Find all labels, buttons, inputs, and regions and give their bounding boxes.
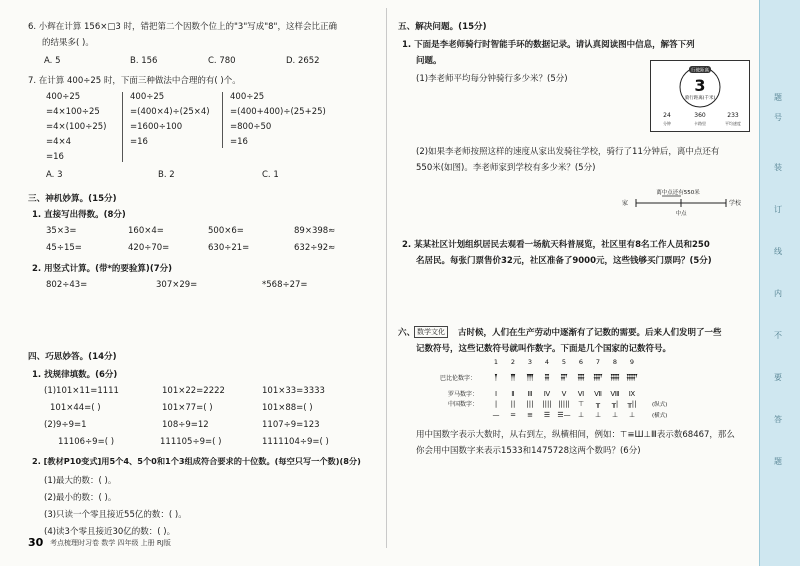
q6-option-d[interactable]: D. 2652 — [286, 56, 320, 66]
oral-2: 160×4= — [128, 226, 164, 236]
section5-q2-line2: 名居民。每张门票售价32元，社区准备了9000元，这些钱够买门票吗？(5分) — [416, 256, 712, 266]
q7-option-b[interactable]: B. 2 — [158, 170, 175, 180]
q7-col1-l2: =4×(100÷25) — [46, 122, 107, 132]
band-stat-label-3: 平均速度 — [725, 121, 741, 126]
numeral-header-3: 3 — [527, 358, 533, 366]
pattern-1-blank-1[interactable]: 101×44=( ) — [50, 403, 101, 413]
pattern-1-blank-3[interactable]: 101×88=( ) — [262, 403, 313, 413]
numeral-header-9: 9 — [629, 358, 635, 366]
section5-q1b-line2: 550米(如图)。李老师家到学校有多少米？(5分) — [416, 163, 596, 173]
pattern-2-blank-2[interactable]: 111105÷9=( ) — [160, 437, 222, 447]
band-stat-label-2: 卡路里 — [694, 121, 706, 126]
section5-q1-line2: 问题。 — [416, 56, 442, 66]
band-char-2: 号 — [774, 113, 782, 122]
band-big-number: 3 — [694, 76, 706, 95]
band-char-9: 答 — [774, 415, 782, 424]
babylon-row-label: 巴比伦数字： — [440, 375, 477, 382]
chinese-horizontal-numeral-8: ⊥ — [611, 411, 619, 419]
chinese-vertical-numeral-9: ╥|| — [627, 400, 637, 408]
babylon-numeral-2: 𒐖 — [510, 374, 516, 382]
route-distance-label: 离中点还有550米 — [656, 190, 700, 196]
roman-numerals-row — [495, 390, 636, 398]
section5-q2-line1: 2. 某某社区计划组织居民去观看一场航天科普展览，社区里有8名工作人员和250 — [402, 240, 710, 250]
numeral-table — [440, 356, 680, 422]
section4-title: 四、巧思妙答。(14分) — [28, 352, 117, 362]
q7-col2-l2: =1600÷100 — [130, 122, 183, 132]
route-school-label: 学校 — [729, 200, 742, 207]
section6-tag: 数学文化 — [414, 326, 448, 338]
q7-col3-l3: =16 — [230, 137, 248, 147]
numeral-header-2: 2 — [510, 358, 516, 366]
chinese-vertical-numeral-3: ||| — [526, 400, 534, 408]
q6-option-a[interactable]: A. 5 — [44, 56, 61, 66]
band-stat-3: 233 — [727, 112, 739, 119]
babylon-numerals-row — [494, 373, 638, 382]
q7-col2-l1: =(400×4)÷(25×4) — [130, 107, 210, 117]
chinese-horizontal-numeral-4: ☰ — [543, 411, 551, 419]
band-char-10: 题 — [774, 457, 782, 466]
chinese-horizontal-numeral-2: = — [510, 411, 516, 419]
oral-5: 45÷15= — [46, 243, 82, 253]
q7-separator-1 — [122, 92, 123, 162]
smart-band-graphic — [651, 61, 749, 131]
q7-option-c[interactable]: C. 1 — [262, 170, 279, 180]
q6-line2: 的结果多( )。 — [42, 38, 94, 48]
section6-ask-line1: 用中国数字表示大数时，从右到左，纵横相间，例如：⊤≡Ш⊥Ⅲ表示数68467，那么 — [416, 430, 735, 440]
section5-q1a: (1)李老师平均每分钟骑行多少米？(5分) — [416, 74, 568, 84]
section6-ask-line2: 你会用中国数字来表示1533和1475728这两个数吗？(6分) — [416, 446, 641, 456]
roman-row-label: 罗马数字： — [448, 391, 479, 398]
section6-prefix: 六、 — [398, 328, 416, 338]
roman-numeral-6: Ⅵ — [577, 390, 585, 398]
ten-digit-3[interactable]: (3)只读一个零且接近55亿的数：( )。 — [44, 510, 187, 520]
oral-6: 420÷70= — [128, 243, 170, 253]
band-stat-label-1: 分钟 — [663, 121, 671, 126]
section5-q1-line1: 1. 下面是李老师骑行时智能手环的数据记录。请认真阅读图中信息，解答下列 — [402, 40, 695, 50]
oral-3: 500×6= — [208, 226, 244, 236]
q7-separator-2 — [222, 92, 223, 148]
ten-digit-1[interactable]: (1)最大的数：( )。 — [44, 476, 117, 486]
section3-title: 三、神机妙算。(15分) — [28, 194, 117, 204]
band-char-8: 要 — [774, 373, 782, 382]
band-char-5: 线 — [774, 247, 782, 256]
roman-numeral-7: Ⅶ — [594, 390, 602, 398]
roman-numeral-4: Ⅳ — [543, 390, 551, 398]
q6-option-c[interactable]: C. 780 — [208, 56, 236, 66]
section5-q1b-line1: (2)如果李老师按照这样的速度从家出发骑往学校，骑行了11分钟后，离中点还有 — [416, 147, 720, 157]
section3-q2-title: 2. 用竖式计算。(带*的要验算)(7分) — [32, 264, 173, 274]
chinese-vertical-numeral-6: ⊤ — [577, 400, 585, 408]
vertical-calc-1: 802÷43= — [46, 280, 88, 290]
band-top-label: 行驶距离 — [691, 68, 709, 74]
numeral-header-7: 7 — [595, 358, 601, 366]
band-stat-2: 360 — [694, 112, 706, 119]
vertical-calc-3: *568÷27= — [262, 280, 308, 290]
q7-col2-l0: 400÷25 — [130, 92, 165, 102]
q7-title: 7. 在计算 400÷25 时，下面三种做法中合理的有( )个。 — [28, 76, 241, 86]
route-diagram — [618, 188, 754, 218]
vertical-style-label: (纵式) — [652, 402, 668, 408]
band-char-1: 题 — [774, 93, 782, 102]
babylon-numeral-7: 𒐛 — [592, 374, 604, 382]
numeral-header-4: 4 — [544, 358, 550, 366]
chinese-horizontal-numeral-1: — — [492, 411, 500, 419]
pattern-2-blank-1[interactable]: 11106÷9=( ) — [58, 437, 115, 447]
chinese-horizontal-numeral-9: ⊥ — [628, 411, 636, 419]
binding-margin-band — [759, 0, 800, 566]
pattern-2-3: 1107÷9=123 — [262, 420, 320, 430]
numeral-header-6: 6 — [578, 358, 584, 366]
chinese-vertical-numeral-1: | — [494, 400, 498, 408]
route-home-label: 家 — [622, 200, 629, 207]
numeral-header-1: 1 — [493, 358, 499, 366]
pattern-2-blank-3[interactable]: 1111104÷9=( ) — [262, 437, 329, 447]
q6-option-b[interactable]: B. 156 — [130, 56, 158, 66]
chinese-vertical-numeral-4: |||| — [542, 400, 552, 408]
chinese-horizontal-numeral-3: ≡ — [527, 411, 533, 419]
pattern-1-blank-2[interactable]: 101×77=( ) — [162, 403, 213, 413]
oral-8: 632÷92≈ — [294, 243, 336, 253]
chinese-vertical-row — [495, 400, 637, 408]
chinese-horizontal-row — [493, 411, 636, 419]
q7-col1-l3: =4×4 — [46, 137, 72, 147]
column-divider — [386, 8, 387, 548]
band-char-6: 内 — [774, 289, 782, 298]
section4-q1-title: 1. 找规律填数。(6分) — [32, 370, 118, 380]
numeral-header-row — [494, 358, 634, 366]
chinese-horizontal-numeral-6: ⊥ — [577, 411, 585, 419]
page-number: 30 — [28, 536, 44, 549]
page-footer — [28, 536, 384, 550]
roman-numeral-8: Ⅷ — [610, 390, 620, 398]
q7-col1-l1: =4×100÷25 — [46, 107, 100, 117]
chinese-vertical-numeral-8: ╥| — [611, 400, 619, 408]
q6-line1: 6. 小辉在计算 156×□3 时，错把第二个因数个位上的"3"写成"8"，这样会比正确 — [28, 22, 337, 32]
pattern-1-1: (1)101×11=1111 — [44, 386, 119, 396]
section3-q1-title: 1. 直接写出得数。(8分) — [32, 210, 126, 220]
band-char-4: 订 — [774, 205, 782, 214]
pattern-1-3: 101×33=3333 — [262, 386, 325, 396]
chinese-horizontal-numeral-7: ⊥ — [594, 411, 602, 419]
route-mid-label: 中点 — [675, 211, 687, 217]
numeral-header-5: 5 — [561, 358, 567, 366]
q7-col3-l2: =800÷50 — [230, 122, 272, 132]
q7-col3-l1: =(400+400)÷(25+25) — [230, 107, 326, 117]
q7-col3-l0: 400÷25 — [230, 92, 265, 102]
vertical-calc-2: 307×29= — [156, 280, 198, 290]
chinese-vertical-numeral-2: || — [510, 400, 516, 408]
babylon-numeral-1: 𒐕 — [494, 374, 498, 382]
section6-line2: 记数符号，这些记数符号就叫作数字。下面是几个国家的记数符号。 — [416, 344, 672, 354]
section5-title: 五、解决问题。(15分) — [398, 22, 487, 32]
band-sub-label: 骑行距离(千米) — [684, 96, 716, 101]
q7-col1-l4: =16 — [46, 152, 64, 162]
chinese-vertical-numeral-5: ||||| — [558, 400, 570, 408]
smart-band-display — [650, 60, 750, 132]
ten-digit-4[interactable]: (4)读3个零且接近30亿的数：( )。 — [44, 527, 176, 537]
band-char-7: 不 — [774, 331, 782, 340]
q7-col1-l0: 400÷25 — [46, 92, 81, 102]
section6-line1: 古时候，人们在生产劳动中逐渐有了记数的需要。后来人们发明了一些 — [458, 328, 722, 338]
babylon-numeral-9: 𒐝 — [625, 374, 639, 382]
babylon-numeral-5: 𒐙 — [559, 374, 569, 382]
roman-numeral-2: Ⅱ — [511, 390, 515, 398]
chinese-row-label: 中国数字： — [448, 401, 479, 408]
roman-numeral-1: Ⅰ — [494, 390, 498, 398]
roman-numeral-5: Ⅴ — [561, 390, 567, 398]
ten-digit-2[interactable]: (2)最小的数：( )。 — [44, 493, 117, 503]
oral-4: 89×398≈ — [294, 226, 336, 236]
pattern-2-1: (2)9÷9=1 — [44, 420, 87, 430]
roman-numeral-9: Ⅸ — [628, 390, 636, 398]
oral-7: 630÷21= — [208, 243, 250, 253]
q7-col2-l3: =16 — [130, 137, 148, 147]
section4-q2-title: 2. [教材P10变式]用5个4、5个0和1个3组成符合要求的十位数。(每空只写一个数)(8分) — [32, 456, 361, 466]
numeral-header-8: 8 — [612, 358, 618, 366]
band-stat-1: 24 — [663, 112, 671, 119]
babylon-numeral-4: 𒐘 — [544, 374, 550, 382]
horizontal-style-label: (横式) — [652, 413, 668, 419]
babylon-numeral-3: 𒐗 — [525, 374, 535, 382]
band-char-3: 装 — [774, 163, 782, 172]
oral-1: 35×3= — [46, 226, 77, 236]
footer-series-text: 考点梳理时习卷 数学 四年级 上册 RJ版 — [50, 539, 171, 547]
pattern-2-2: 108÷9=12 — [162, 420, 209, 430]
chinese-vertical-numeral-7: ╥ — [595, 400, 601, 408]
babylon-numeral-6: 𒐚 — [576, 374, 586, 382]
roman-numeral-3: Ⅲ — [527, 390, 533, 398]
pattern-1-2: 101×22=2222 — [162, 386, 225, 396]
q7-option-a[interactable]: A. 3 — [46, 170, 63, 180]
chinese-horizontal-numeral-5: ☰— — [557, 411, 571, 419]
babylon-numeral-8: 𒐜 — [609, 374, 621, 382]
